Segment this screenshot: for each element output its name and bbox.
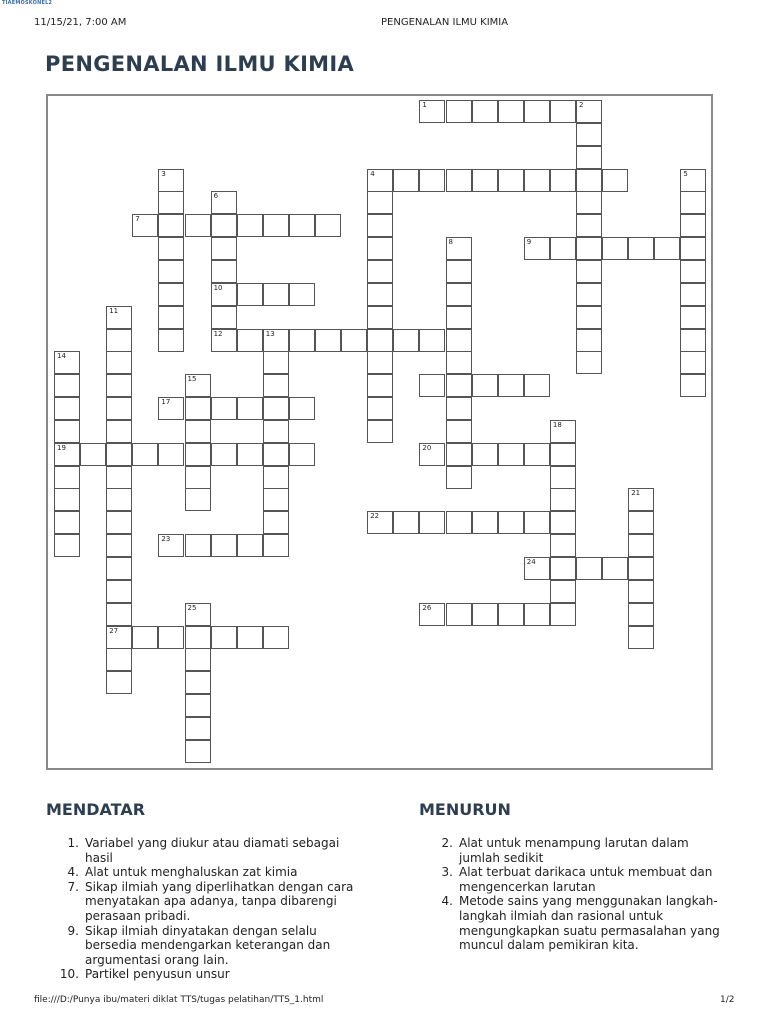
crossword-cell[interactable]	[576, 100, 602, 123]
crossword-cell[interactable]	[211, 306, 237, 329]
crossword-cell[interactable]	[602, 557, 628, 580]
crossword-cell[interactable]	[446, 169, 472, 192]
clue-item: 4. Metode sains yang menggunakan langkah-langkah ilmiah dan rasional untuk mengungkapkan suatu permasalahan yang muncul dalam pemikiran kita.	[441, 894, 720, 953]
crossword-cell[interactable]	[237, 329, 263, 352]
crossword-cell[interactable]	[263, 488, 289, 511]
crossword-cell[interactable]	[158, 443, 184, 466]
clue-number: 10	[213, 283, 223, 292]
footer-page-number: 1/2	[720, 995, 735, 1005]
crossword-cell[interactable]	[185, 717, 211, 740]
crossword-cell[interactable]	[263, 397, 289, 420]
crossword-cell[interactable]	[237, 534, 263, 557]
crossword-cell[interactable]	[158, 329, 184, 352]
crossword-cell[interactable]	[498, 169, 524, 192]
clue-number: 2	[579, 101, 584, 109]
clue-item: 4. Alat untuk menghaluskan zat kimia	[67, 865, 298, 880]
crossword-cell[interactable]	[106, 466, 132, 489]
crossword-cell[interactable]	[106, 488, 132, 511]
clue-item: 1. Variabel yang diukur atau diamati sebagai hasil	[67, 836, 340, 865]
crossword-cell[interactable]	[158, 214, 184, 237]
crossword-cell[interactable]	[550, 511, 576, 534]
crossword-cell[interactable]	[211, 237, 237, 260]
crossword-cell[interactable]	[576, 123, 602, 146]
crossword-cell[interactable]	[472, 443, 498, 466]
clue-number: 21	[631, 489, 641, 498]
crossword-cell[interactable]	[419, 329, 445, 352]
crossword-cell[interactable]	[106, 557, 132, 580]
crossword-cell[interactable]	[106, 420, 132, 443]
crossword-cell[interactable]	[185, 694, 211, 717]
crossword-cell[interactable]	[419, 603, 445, 626]
crossword-cell[interactable]	[132, 443, 158, 466]
crossword-cell[interactable]	[237, 283, 263, 306]
across-clue-list	[58, 836, 358, 982]
crossword-cell[interactable]	[393, 511, 419, 534]
crossword-cell[interactable]	[263, 283, 289, 306]
crossword-cell[interactable]	[211, 283, 237, 306]
crossword-cell[interactable]	[680, 191, 706, 214]
crossword-cell[interactable]	[367, 306, 393, 329]
crossword-cell[interactable]	[158, 260, 184, 283]
clue-item: 3. Alat terbuat darikaca untuk membuat dan mengencerkan larutan	[441, 865, 713, 894]
crossword-cell[interactable]	[446, 329, 472, 352]
crossword-cell[interactable]	[106, 511, 132, 534]
clue-number: 20	[422, 443, 432, 452]
crossword-cell[interactable]	[315, 329, 341, 352]
crossword-cell[interactable]	[367, 169, 393, 192]
crossword-cell[interactable]	[550, 169, 576, 192]
crossword-cell[interactable]	[472, 169, 498, 192]
crossword-cell[interactable]	[185, 214, 211, 237]
crossword-cell[interactable]	[106, 329, 132, 352]
crossword-cell[interactable]	[446, 443, 472, 466]
crossword-cell[interactable]	[367, 420, 393, 443]
print-date: 11/15/21, 7:00 AM	[34, 17, 127, 28]
crossword-cell[interactable]	[263, 511, 289, 534]
crossword-cell[interactable]	[158, 237, 184, 260]
crossword-cell[interactable]	[263, 626, 289, 649]
crossword-cell[interactable]	[550, 466, 576, 489]
crossword-cell[interactable]	[576, 191, 602, 214]
crossword-cell[interactable]	[472, 100, 498, 123]
crossword-cell[interactable]	[576, 283, 602, 306]
crossword-cell[interactable]	[628, 580, 654, 603]
clue-item: 7. Sikap ilmiah yang diperlihatkan dengan cara menyatakan apa adanya, tanpa dibarengi perasaan pribadi.	[67, 879, 354, 923]
crossword-cell[interactable]	[550, 443, 576, 466]
crossword-cell[interactable]	[446, 306, 472, 329]
crossword-cell[interactable]	[576, 237, 602, 260]
crossword-cell[interactable]	[341, 329, 367, 352]
crossword-cell[interactable]	[498, 374, 524, 397]
crossword-cell[interactable]	[472, 603, 498, 626]
crossword-cell[interactable]	[419, 443, 445, 466]
crossword-cell[interactable]	[576, 329, 602, 352]
print-header-title: PENGENALAN ILMU KIMIA	[381, 17, 509, 28]
crossword-cell[interactable]	[185, 466, 211, 489]
crossword-cell[interactable]	[211, 534, 237, 557]
crossword-cell[interactable]	[393, 169, 419, 192]
crossword-cell[interactable]	[263, 351, 289, 374]
crossword-cell[interactable]	[472, 374, 498, 397]
crossword-cell[interactable]	[576, 557, 602, 580]
crossword-cell[interactable]	[237, 397, 263, 420]
crossword-cell[interactable]	[680, 169, 706, 192]
crossword-cell[interactable]	[654, 237, 680, 260]
crossword-cell[interactable]	[628, 557, 654, 580]
down-clue-list	[432, 836, 732, 953]
crossword-cell[interactable]	[680, 237, 706, 260]
crossword-cell[interactable]	[367, 374, 393, 397]
crossword-cell[interactable]	[524, 169, 550, 192]
crossword-cell[interactable]	[185, 374, 211, 397]
crossword-cell[interactable]	[158, 306, 184, 329]
clue-number: 17	[161, 398, 171, 407]
crossword-cell[interactable]	[263, 329, 289, 352]
crossword-cell[interactable]	[367, 237, 393, 260]
crossword-cell[interactable]	[54, 420, 80, 443]
crossword-cell[interactable]	[211, 443, 237, 466]
crossword-cell[interactable]	[446, 420, 472, 443]
crossword-cell[interactable]	[263, 534, 289, 557]
crossword-cell[interactable]	[158, 169, 184, 192]
crossword-cell[interactable]	[446, 283, 472, 306]
crossword-cell[interactable]	[185, 443, 211, 466]
crossword-cell[interactable]	[498, 603, 524, 626]
clue-number: 15	[187, 375, 197, 384]
clue-number: 13	[265, 329, 275, 338]
clue-item: 9. Sikap ilmiah dinyatakan dengan selalu bersedia mendengarkan keterangan dan argumentasi orang lain.	[67, 923, 331, 967]
crossword-cell[interactable]	[524, 374, 550, 397]
crossword-cell[interactable]	[185, 534, 211, 557]
crossword-cell[interactable]	[211, 260, 237, 283]
crossword-cell[interactable]	[106, 580, 132, 603]
crossword-cell[interactable]	[106, 397, 132, 420]
crossword-cell[interactable]	[576, 260, 602, 283]
crossword-cell[interactable]	[185, 397, 211, 420]
crossword-cell[interactable]	[289, 397, 315, 420]
crossword-cell[interactable]	[576, 169, 602, 192]
crossword-cell[interactable]	[185, 420, 211, 443]
crossword-cell[interactable]	[419, 100, 445, 123]
crossword-cell[interactable]	[132, 214, 158, 237]
crossword-cell[interactable]	[680, 214, 706, 237]
crossword-cell[interactable]	[446, 237, 472, 260]
crossword-cell[interactable]	[419, 169, 445, 192]
crossword-cell[interactable]	[576, 146, 602, 169]
crossword-cell[interactable]	[524, 100, 550, 123]
crossword-cell[interactable]	[106, 443, 132, 466]
crossword-cell[interactable]	[680, 260, 706, 283]
crossword-cell[interactable]	[132, 626, 158, 649]
crossword-cell[interactable]	[185, 488, 211, 511]
crossword-cell[interactable]	[263, 214, 289, 237]
crossword-cell[interactable]	[158, 397, 184, 420]
down-heading: MENURUN	[419, 800, 511, 819]
clue-number: 1	[422, 101, 427, 109]
clue-number: 12	[213, 329, 223, 338]
crossword-cell[interactable]	[367, 283, 393, 306]
crossword-cell[interactable]	[54, 374, 80, 397]
brand-logo-text: TIAEMOSKONEL2	[2, 0, 53, 6]
across-heading: MENDATAR	[46, 800, 146, 819]
clue-number: 6	[213, 192, 219, 201]
crossword-cell[interactable]	[628, 511, 654, 534]
crossword-cell[interactable]	[106, 648, 132, 671]
crossword-cell[interactable]	[550, 420, 576, 443]
crossword-cell[interactable]	[185, 603, 211, 626]
crossword-cell[interactable]	[446, 603, 472, 626]
crossword-cell[interactable]	[211, 214, 237, 237]
crossword-cell[interactable]	[680, 329, 706, 352]
crossword-cell[interactable]	[498, 443, 524, 466]
crossword-cell[interactable]	[54, 443, 80, 466]
crossword-cell[interactable]	[263, 374, 289, 397]
crossword-cell[interactable]	[367, 329, 393, 352]
clue-number: 5	[683, 169, 688, 178]
crossword-cell[interactable]	[54, 466, 80, 489]
crossword-cell[interactable]	[550, 603, 576, 626]
crossword-cell[interactable]	[550, 557, 576, 580]
crossword-cell[interactable]	[628, 488, 654, 511]
clue-item: 10. Partikel penyusun unsur	[59, 967, 230, 982]
crossword-cell[interactable]	[185, 740, 211, 763]
crossword-cell[interactable]	[367, 191, 393, 214]
clue-number: 19	[57, 443, 66, 452]
clue-number: 7	[135, 215, 140, 224]
crossword-cell[interactable]	[550, 580, 576, 603]
crossword-cell[interactable]	[289, 214, 315, 237]
crossword-cell[interactable]	[367, 351, 393, 374]
crossword-cell[interactable]	[54, 397, 80, 420]
crossword-cell[interactable]	[263, 466, 289, 489]
crossword-cell[interactable]	[106, 306, 132, 329]
crossword-cell[interactable]	[602, 169, 628, 192]
crossword-cell[interactable]	[524, 557, 550, 580]
crossword-cell[interactable]	[446, 351, 472, 374]
crossword-cell[interactable]	[446, 100, 472, 123]
crossword-cell[interactable]	[54, 511, 80, 534]
crossword-cell[interactable]	[498, 511, 524, 534]
crossword-cell[interactable]	[106, 374, 132, 397]
crossword-cell[interactable]	[237, 626, 263, 649]
crossword-cell[interactable]	[211, 191, 237, 214]
crossword-cell[interactable]	[446, 397, 472, 420]
crossword-cell[interactable]	[472, 511, 498, 534]
crossword-cell[interactable]	[106, 534, 132, 557]
crossword-cell[interactable]	[419, 511, 445, 534]
crossword-cell[interactable]	[550, 237, 576, 260]
crossword-cell[interactable]	[576, 214, 602, 237]
clue-number: 23	[161, 535, 171, 544]
crossword-cell[interactable]	[367, 260, 393, 283]
clue-number: 8	[448, 238, 453, 247]
crossword-cell[interactable]	[289, 443, 315, 466]
crossword-cell[interactable]	[576, 351, 602, 374]
crossword-cell[interactable]	[680, 306, 706, 329]
crossword-cell[interactable]	[550, 534, 576, 557]
clue-number: 4	[370, 169, 375, 178]
crossword-cell[interactable]	[367, 214, 393, 237]
crossword-cell[interactable]	[185, 648, 211, 671]
clue-number: 3	[161, 169, 166, 178]
crossword-cell[interactable]	[54, 534, 80, 557]
crossword-cell[interactable]	[211, 397, 237, 420]
crossword-cell[interactable]	[158, 626, 184, 649]
crossword-cell[interactable]	[498, 100, 524, 123]
crossword-cell[interactable]	[106, 671, 132, 694]
page-title: PENGENALAN ILMU KIMIA	[45, 52, 355, 76]
crossword-cell[interactable]	[237, 443, 263, 466]
crossword-cell[interactable]	[263, 420, 289, 443]
crossword-cell[interactable]	[446, 466, 472, 489]
clue-item: 2. Alat untuk menampung larutan dalam jumlah sedikit	[441, 836, 689, 865]
crossword-cell[interactable]	[106, 351, 132, 374]
crossword-cell[interactable]	[367, 511, 393, 534]
crossword-cell[interactable]	[80, 443, 106, 466]
clue-number: 24	[526, 558, 536, 566]
crossword-cell[interactable]	[289, 329, 315, 352]
crossword-cell[interactable]	[628, 626, 654, 649]
crossword-cell[interactable]	[185, 671, 211, 694]
crossword-cell[interactable]	[185, 626, 211, 649]
crossword-cell[interactable]	[446, 511, 472, 534]
crossword-cell[interactable]	[602, 237, 628, 260]
crossword-cell[interactable]	[628, 237, 654, 260]
crossword-cell[interactable]	[54, 351, 80, 374]
clue-number: 11	[109, 306, 119, 315]
crossword-cell[interactable]	[237, 214, 263, 237]
crossword-cell[interactable]	[419, 374, 445, 397]
clue-number: 26	[422, 603, 432, 612]
crossword-cell[interactable]	[211, 626, 237, 649]
crossword-cell[interactable]	[289, 283, 315, 306]
crossword-cell[interactable]	[263, 443, 289, 466]
crossword-cell[interactable]	[680, 351, 706, 374]
crossword-cell[interactable]	[524, 443, 550, 466]
clue-number: 22	[370, 512, 380, 521]
crossword-cell[interactable]	[628, 603, 654, 626]
clue-number: 18	[552, 420, 562, 429]
crossword-grid	[46, 94, 713, 770]
crossword-cell[interactable]	[106, 626, 132, 649]
crossword-cell[interactable]	[54, 488, 80, 511]
crossword-cell[interactable]	[628, 534, 654, 557]
clue-number: 14	[57, 352, 66, 361]
crossword-cell[interactable]	[446, 374, 472, 397]
crossword-cell[interactable]	[211, 329, 237, 352]
footer-file-path: file:///D:/Punya ibu/materi diklat TTS/tugas pelatihan/TTS_1.html	[34, 995, 324, 1005]
crossword-cell[interactable]	[576, 306, 602, 329]
crossword-cell[interactable]	[158, 191, 184, 214]
crossword-cell[interactable]	[367, 397, 393, 420]
crossword-cell[interactable]	[158, 283, 184, 306]
crossword-cell[interactable]	[550, 488, 576, 511]
crossword-cell[interactable]	[446, 260, 472, 283]
crossword-cell[interactable]	[158, 534, 184, 557]
crossword-cell[interactable]	[315, 214, 341, 237]
clue-number: 27	[109, 626, 119, 635]
crossword-cell[interactable]	[680, 374, 706, 397]
crossword-cell[interactable]	[524, 237, 550, 260]
crossword-cell[interactable]	[524, 511, 550, 534]
crossword-cell[interactable]	[393, 329, 419, 352]
crossword-cell[interactable]	[524, 603, 550, 626]
clue-number: 9	[526, 238, 532, 247]
clue-number: 25	[187, 603, 197, 612]
crossword-cell[interactable]	[680, 283, 706, 306]
crossword-cell[interactable]	[550, 100, 576, 123]
crossword-cell[interactable]	[106, 603, 132, 626]
